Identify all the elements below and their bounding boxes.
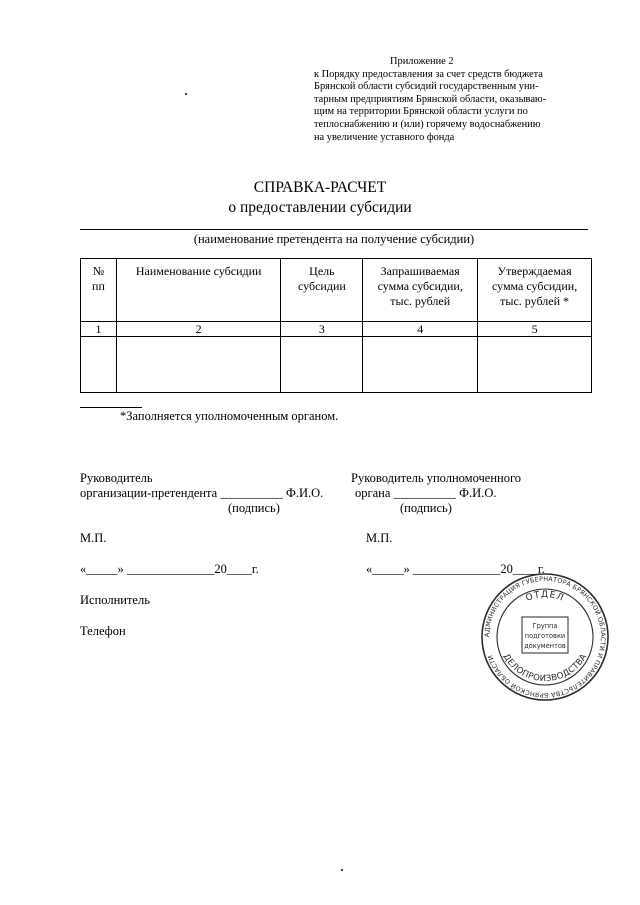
appendix-line: щим на территории Брянской области услуги по bbox=[314, 106, 528, 118]
seal-top-text: ОТДЕЛ bbox=[524, 589, 566, 604]
scan-speck bbox=[341, 869, 343, 871]
document-title bbox=[0, 178, 640, 218]
scan-speck bbox=[185, 93, 187, 95]
footnote-text: *Заполняется уполномоченным органом. bbox=[120, 409, 339, 423]
seal-inner-line: документов bbox=[524, 642, 566, 650]
table-cell: 4 bbox=[363, 322, 478, 337]
left-signature-caption: (подпись) bbox=[228, 501, 280, 515]
seal-inner-line: Группа bbox=[532, 622, 558, 630]
table-cell: 5 bbox=[478, 322, 592, 337]
subsidy-table bbox=[80, 258, 592, 393]
table-number-row bbox=[81, 322, 592, 337]
seal-place-left: М.П. bbox=[80, 531, 107, 545]
header-cell-subsidy-name: Наименование субсидии bbox=[116, 259, 281, 322]
table-cell bbox=[363, 337, 478, 393]
appendix-line: на увеличение уставного фонда bbox=[314, 131, 455, 143]
table-header-row bbox=[81, 259, 592, 322]
phone-label: Телефон bbox=[80, 624, 126, 638]
appendix-line: к Порядку предоставления за счет средств бюджета bbox=[314, 68, 543, 80]
table-cell bbox=[116, 337, 281, 393]
seal-inner-line: подготовки bbox=[524, 632, 566, 640]
right-signatory-title: Руководитель уполномоченного bbox=[351, 471, 522, 485]
table-cell: 1 bbox=[81, 322, 117, 337]
applicant-name-caption: (наименование претендента на получение субсидии) bbox=[193, 232, 475, 246]
department-seal bbox=[480, 572, 610, 702]
left-signatory-org: организации-претендента __________ Ф.И.О. bbox=[80, 486, 324, 500]
table-cell: 2 bbox=[116, 322, 281, 337]
appendix-line: теплоснабжению и (или) горячему водоснабжению bbox=[314, 118, 541, 130]
header-cell-approved-amount: Утверждаемая сумма субсидии, тыс. рублей * bbox=[478, 259, 592, 322]
applicant-name-line bbox=[80, 229, 588, 230]
document-title-line2: о предоставлении субсидии bbox=[228, 199, 412, 216]
appendix-title: Приложение 2 bbox=[390, 56, 454, 67]
table-cell bbox=[281, 337, 363, 393]
header-cell-requested-amount: Запрашиваемая сумма субсидии, тыс. рублей bbox=[363, 259, 478, 322]
header-cell-number: № пп bbox=[81, 259, 117, 322]
seal-place-right: М.П. bbox=[366, 531, 393, 545]
date-left: «_____» ______________20____г. bbox=[80, 562, 259, 576]
executor-label: Исполнитель bbox=[80, 593, 150, 607]
table-cell bbox=[81, 337, 117, 393]
appendix-block bbox=[314, 56, 558, 144]
header-cell-purpose: Цель субсидии bbox=[281, 259, 363, 322]
table-cell: 3 bbox=[281, 322, 363, 337]
footnote-divider bbox=[80, 407, 142, 408]
table-cell bbox=[478, 337, 592, 393]
left-signatory-title: Руководитель bbox=[80, 471, 153, 485]
appendix-line: Брянской области субсидий государственным уни- bbox=[314, 81, 539, 93]
right-signatory-org: органа __________ Ф.И.О. bbox=[355, 486, 497, 500]
seal-bottom-text: ДЕЛОПРОИЗВОДСТВА bbox=[500, 652, 590, 685]
document-title-line1: СПРАВКА-РАСЧЕТ bbox=[253, 179, 387, 196]
right-signature-caption: (подпись) bbox=[400, 501, 452, 515]
seal-outer-text: АДМИНИСТРАЦИЯ ГУБЕРНАТОРА БРЯНСКОЙ ОБЛАСТИ И ПРАВИТЕЛЬСТВА БРЯНСКОЙ ОБЛАСТИ bbox=[482, 574, 608, 700]
date-right: «_____» ______________20____г. bbox=[366, 562, 545, 576]
table-row bbox=[81, 337, 592, 393]
appendix-line: тарным предприятиям Брянской области, оказываю- bbox=[314, 93, 547, 105]
